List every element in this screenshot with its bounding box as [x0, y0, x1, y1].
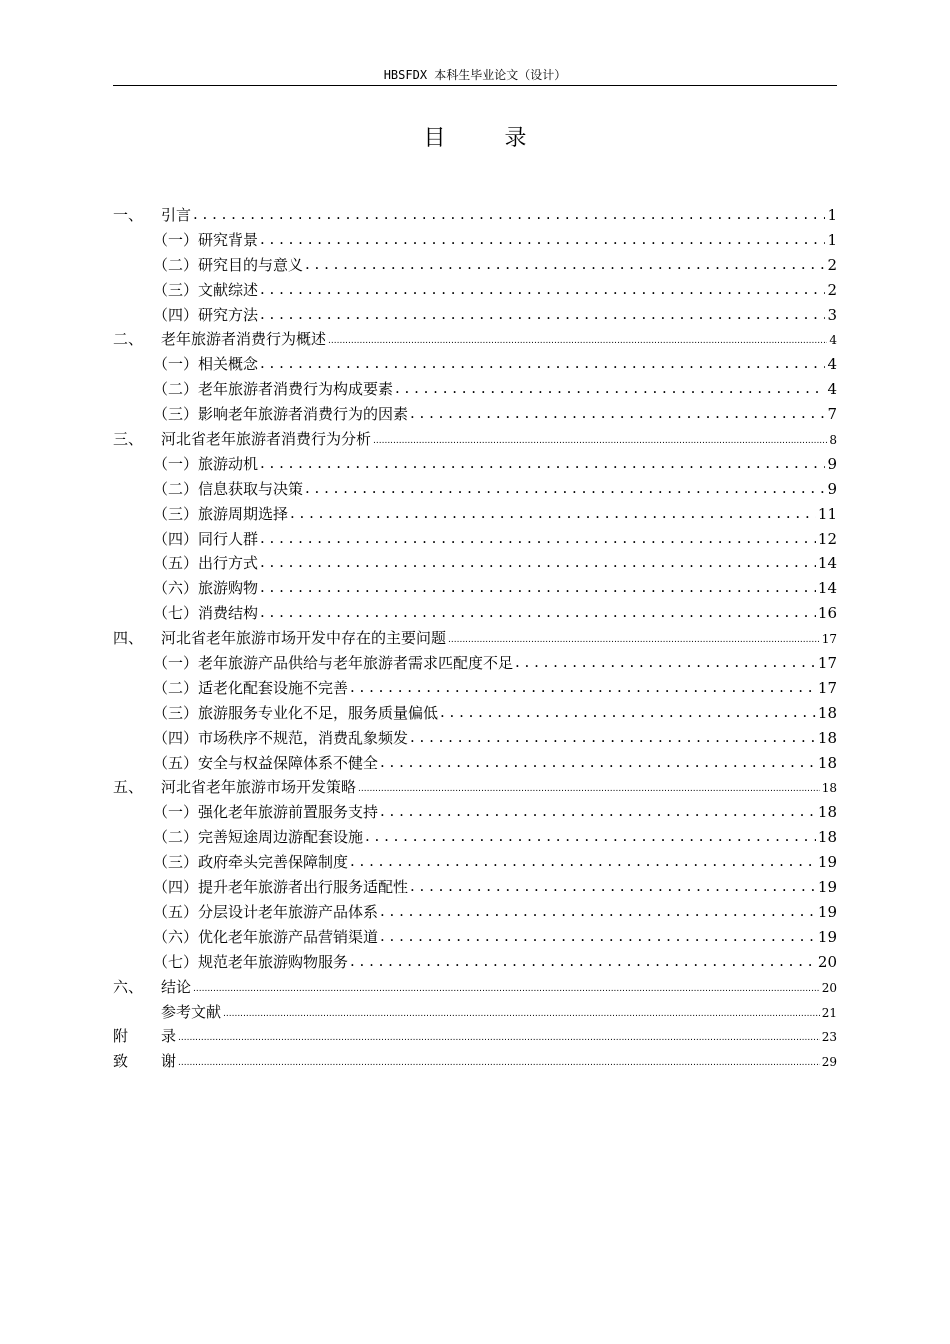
table-of-contents — [113, 203, 837, 1074]
toc-page-number: 21 — [821, 1005, 837, 1020]
toc-dot-leader — [380, 800, 816, 824]
toc-section-entry[interactable] — [113, 502, 837, 527]
toc-entry-label: （五）分层设计老年旅游产品体系 — [153, 902, 379, 921]
toc-section-entry[interactable] — [113, 800, 837, 825]
toc-dot-leader — [380, 925, 816, 949]
toc-dot-leader — [260, 228, 825, 252]
toc-dot-leader — [350, 850, 816, 874]
toc-section-entry[interactable] — [113, 228, 837, 253]
toc-entry-label: （三）政府牵头完善保障制度 — [153, 853, 349, 872]
toc-section-entry[interactable] — [113, 477, 837, 502]
toc-page-number: 16 — [817, 604, 837, 623]
toc-entry-label: （二）老年旅游者消费行为构成要素 — [153, 380, 394, 399]
toc-page-number: 23 — [821, 1030, 837, 1045]
toc-chapter-number: 致 — [113, 1052, 138, 1071]
toc-entry-label: （三）旅游周期选择 — [153, 504, 289, 523]
toc-dot-leader — [380, 900, 816, 924]
toc-dot-leader — [260, 303, 825, 327]
toc-page-number: 7 — [827, 405, 837, 424]
toc-chapter-number: 五、 — [113, 778, 144, 797]
toc-entry-label: （一）研究背景 — [153, 230, 259, 249]
toc-section-entry[interactable] — [113, 278, 837, 303]
toc-entry-label: （一）强化老年旅游前置服务支持 — [153, 803, 379, 822]
toc-section-entry[interactable] — [113, 676, 837, 701]
toc-dot-leader — [328, 327, 827, 352]
toc-chapter-entry[interactable] — [113, 427, 837, 452]
toc-dot-leader — [305, 253, 825, 277]
toc-chapter-entry[interactable] — [113, 327, 837, 352]
toc-chapter-number: 二、 — [113, 330, 144, 349]
toc-entry-label: （三）文献综述 — [153, 280, 259, 299]
toc-page-number: 18 — [817, 803, 837, 822]
toc-dot-leader — [515, 651, 816, 675]
toc-dot-leader — [380, 751, 816, 775]
toc-entry-label: 老年旅游者消费行为概述 — [161, 330, 327, 349]
toc-chapter-number: 三、 — [113, 430, 144, 449]
toc-page-number: 3 — [827, 305, 837, 324]
toc-entry-label: （四）研究方法 — [153, 305, 259, 324]
toc-page-number: 14 — [817, 579, 837, 598]
toc-section-entry[interactable] — [113, 576, 837, 601]
toc-chapter-entry[interactable] — [113, 203, 837, 228]
toc-chapter-number: 附 — [113, 1027, 138, 1046]
toc-dot-leader — [358, 775, 820, 800]
toc-entry-label: （二）适老化配套设施不完善 — [153, 678, 349, 697]
toc-chapter-entry[interactable] — [113, 626, 837, 651]
toc-dot-leader — [260, 527, 816, 551]
toc-dot-leader — [410, 726, 816, 750]
toc-entry-label: （二）完善短途周边游配套设施 — [153, 828, 364, 847]
toc-entry-label: （一）旅游动机 — [153, 454, 259, 473]
toc-page-number: 4 — [827, 355, 837, 374]
toc-page-number: 1 — [827, 206, 837, 224]
toc-dot-leader — [410, 402, 825, 426]
toc-dot-leader — [260, 551, 816, 575]
toc-entry-label: （二）信息获取与决策 — [153, 479, 304, 498]
toc-entry-label: （七）规范老年旅游购物服务 — [153, 952, 349, 971]
toc-page-number: 17 — [821, 632, 837, 647]
toc-dot-leader — [193, 203, 825, 227]
toc-entry-label: 录 — [161, 1027, 177, 1046]
toc-entry-label: （六）旅游购物 — [153, 579, 259, 598]
toc-section-entry[interactable] — [113, 875, 837, 900]
toc-entry-label: （四）同行人群 — [153, 529, 259, 548]
toc-page-number: 14 — [817, 554, 837, 573]
toc-dot-leader — [305, 477, 825, 501]
toc-page-number: 4 — [827, 380, 837, 399]
toc-dot-leader — [193, 975, 820, 1000]
toc-page-number: 18 — [821, 781, 837, 796]
toc-page-number: 8 — [829, 433, 837, 448]
toc-dot-leader — [178, 1024, 820, 1049]
toc-page-number: 9 — [827, 479, 837, 498]
toc-page-number: 19 — [817, 927, 837, 946]
toc-entry-label: （四）市场秩序不规范，消费乱象频发 — [153, 728, 409, 747]
toc-section-entry[interactable] — [113, 850, 837, 875]
toc-section-entry[interactable] — [113, 900, 837, 925]
toc-dot-leader — [373, 427, 827, 452]
toc-section-entry[interactable] — [113, 651, 837, 676]
toc-page-number: 12 — [817, 529, 837, 548]
toc-chapter-number: 一、 — [113, 206, 144, 224]
toc-section-entry[interactable] — [113, 825, 837, 850]
toc-page-number: 20 — [821, 980, 837, 995]
toc-section-entry[interactable] — [113, 701, 837, 726]
toc-dot-leader — [365, 825, 816, 849]
toc-page-number: 1 — [827, 230, 837, 249]
toc-page-number: 20 — [817, 952, 837, 971]
toc-entry-label: 引言 — [161, 206, 192, 224]
toc-page-number: 18 — [817, 753, 837, 772]
toc-section-entry[interactable] — [113, 601, 837, 626]
toc-entry-label: 谢 — [161, 1052, 177, 1071]
toc-entry-label: （五）出行方式 — [153, 554, 259, 573]
toc-section-entry[interactable] — [113, 377, 837, 402]
toc-section-entry[interactable] — [113, 950, 837, 975]
toc-dot-leader — [260, 601, 816, 625]
toc-entry-label: （二）研究目的与意义 — [153, 255, 304, 274]
toc-entry-label: （七）消费结构 — [153, 604, 259, 623]
toc-page-number: 9 — [827, 454, 837, 473]
toc-dot-leader — [290, 502, 816, 526]
toc-entry-label: 结论 — [161, 977, 192, 996]
page-header: HBSFDX 本科生毕业论文（设计） — [113, 64, 837, 86]
toc-chapter-entry[interactable] — [113, 1024, 837, 1049]
toc-entry-label: 河北省老年旅游市场开发中存在的主要问题 — [161, 629, 447, 648]
toc-dot-leader — [260, 278, 825, 302]
toc-dot-leader — [260, 452, 825, 476]
toc-chapter-number: 四、 — [113, 629, 144, 648]
toc-section-entry[interactable] — [113, 527, 837, 552]
toc-chapter-entry[interactable] — [113, 1049, 837, 1074]
toc-entry-label: （六）优化老年旅游产品营销渠道 — [153, 927, 379, 946]
toc-dot-leader — [178, 1049, 820, 1074]
toc-page-number: 17 — [817, 678, 837, 697]
toc-section-entry[interactable] — [113, 726, 837, 751]
toc-page-number: 18 — [817, 828, 837, 847]
toc-entry-label: （四）提升老年旅游者出行服务适配性 — [153, 878, 409, 897]
toc-dot-leader — [440, 701, 816, 725]
toc-section-entry[interactable] — [113, 303, 837, 328]
toc-dot-leader — [260, 576, 816, 600]
toc-entry-label: （三）旅游服务专业化不足，服务质量偏低 — [153, 703, 439, 722]
toc-page-number: 18 — [817, 703, 837, 722]
toc-section-entry[interactable] — [113, 925, 837, 950]
toc-dot-leader — [223, 1000, 820, 1025]
toc-entry-label: 河北省老年旅游市场开发策略 — [161, 778, 357, 797]
toc-page-number: 4 — [829, 333, 837, 348]
toc-entry-label: （五）安全与权益保障体系不健全 — [153, 753, 379, 772]
toc-dot-leader — [410, 875, 816, 899]
toc-title: 目 录 — [423, 126, 553, 151]
toc-chapter-number: 六、 — [113, 977, 144, 996]
toc-chapter-entry[interactable] — [113, 775, 837, 800]
toc-page-number: 11 — [817, 504, 837, 523]
toc-entry-label: （三）影响老年旅游者消费行为的因素 — [153, 405, 409, 424]
toc-page-number: 2 — [827, 255, 837, 274]
toc-dot-leader — [448, 626, 820, 651]
toc-page-number: 18 — [817, 728, 837, 747]
toc-dot-leader — [350, 676, 816, 700]
toc-dot-leader — [260, 352, 825, 376]
toc-dot-leader — [350, 950, 816, 974]
toc-entry-label: （一）相关概念 — [153, 355, 259, 374]
toc-page-number: 17 — [817, 654, 837, 673]
toc-entry-label: 参考文献 — [161, 1002, 222, 1021]
toc-section-entry[interactable] — [113, 402, 837, 427]
toc-page-number: 2 — [827, 280, 837, 299]
toc-page-number: 19 — [817, 878, 837, 897]
toc-section-entry[interactable] — [113, 551, 837, 576]
toc-section-entry[interactable] — [113, 352, 837, 377]
toc-entry-label: （一）老年旅游产品供给与老年旅游者需求匹配度不足 — [153, 654, 514, 673]
toc-section-entry[interactable] — [113, 452, 837, 477]
toc-section-entry[interactable] — [113, 253, 837, 278]
toc-dot-leader — [395, 377, 825, 401]
toc-chapter-entry[interactable] — [113, 1000, 837, 1025]
toc-page-number: 19 — [817, 902, 837, 921]
toc-entry-label: 河北省老年旅游者消费行为分析 — [161, 430, 372, 449]
toc-section-entry[interactable] — [113, 751, 837, 776]
toc-page-number: 29 — [821, 1055, 837, 1070]
toc-page-number: 19 — [817, 853, 837, 872]
toc-chapter-entry[interactable] — [113, 975, 837, 1000]
